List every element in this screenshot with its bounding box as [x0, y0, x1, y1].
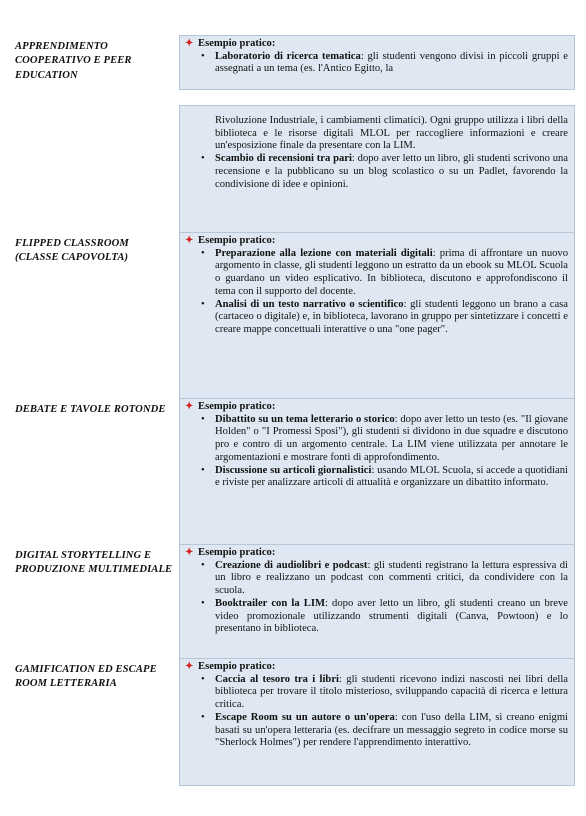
- item-title: Discussione su articoli giornalistici: [215, 464, 372, 476]
- method-title: FLIPPED CLASSROOM (CLASSE CAPOVOLTA): [15, 238, 129, 264]
- item-title: Booktrailer con la LIM: [215, 597, 325, 609]
- item-text: : con l'uso della LIM, si creano enigmi basati su un'opera letteraria (es. decifrare un messaggio segreto in codice morse su "Sherlock Holmes") per rendere l'apprendimento interattivo.: [215, 711, 569, 749]
- item-title: Laboratorio di ricerca tematica: [215, 50, 361, 62]
- item-title: Caccia al tesoro tra i libri: [215, 673, 339, 685]
- method-title-empty: [10, 106, 179, 233]
- example-list: [185, 560, 568, 636]
- table-row: [10, 36, 575, 90]
- table-row: [10, 106, 575, 233]
- bullet-icon: •: [201, 597, 205, 609]
- list-item: [185, 414, 568, 465]
- item-text: : prima di affrontare un nuovo argomento in classe, gli studenti leggono un estratto da un ebook su MLOL Scuola o guardano un video esplicativo. In biblioteca, discutono e approfondiscono il tema con il supporto del docente.: [215, 247, 569, 297]
- list-item: [185, 299, 568, 337]
- example-label: Esempio pratico:: [198, 661, 276, 672]
- list-item-continuation: Rivoluzione Industriale, i cambiamenti climatici). Ogni gruppo utilizza i libri della biblioteca e le risorse digitali MLOL per raccogliere informazioni e creare un'esposizione finale da presentare con la LIM.: [215, 115, 568, 152]
- pushpin-icon: ✦: [185, 38, 194, 50]
- method-examples: [179, 658, 575, 786]
- pushpin-icon: ✦: [185, 235, 194, 247]
- list-item: [185, 153, 568, 191]
- method-examples: [179, 232, 575, 399]
- bullet-icon: •: [201, 247, 205, 259]
- method-examples: [179, 35, 575, 90]
- table-row: [10, 399, 575, 545]
- list-item: [185, 598, 568, 636]
- method-title: DIGITAL STORYTELLING E PRODUZIONE MULTIMEDIALE: [15, 550, 173, 576]
- list-item: [185, 465, 568, 490]
- method-title: APPRENDIMENTO COOPERATIVO E PEER EDUCATION: [15, 41, 132, 81]
- item-title: Dibattito su un tema letterario o storico: [215, 413, 395, 425]
- bullet-icon: •: [201, 50, 205, 62]
- item-text: : gli studenti registrano la lettura espressiva di un libro e realizzano un podcast con commenti critici, da condividere con la scuola.: [215, 559, 568, 597]
- list-item: [185, 248, 568, 299]
- item-text: : dopo aver letto un testo (es. "Il giovane Holden" o "I Promessi Sposi"), gli studenti si dividono in due squadre e discutono pro e contro di un argomento centrale. La LIM viene utilizzata per annotare le argomentazioni e mostrare fonti di approfondimento.: [215, 413, 568, 463]
- example-heading: [185, 547, 568, 560]
- list-item: [185, 712, 568, 750]
- example-label: Esempio pratico:: [198, 38, 276, 49]
- example-list: [185, 414, 568, 490]
- item-text: : gli studenti vengono divisi in piccoli gruppi e assegnati a un tema (es. l'Antico Egitto, la: [215, 50, 568, 75]
- item-text: : dopo aver letto un libro, gli studenti creano un breve video promozionale utilizzando strumenti digitali (Canva, Powtoon) e lo presentano in biblioteca.: [215, 597, 568, 635]
- item-title: Preparazione alla lezione con materiali digitali: [215, 247, 433, 259]
- item-title: Escape Room su un autore o un'opera: [215, 711, 395, 723]
- pushpin-icon: ✦: [185, 547, 194, 559]
- bullet-icon: •: [201, 413, 205, 425]
- example-label: Esempio pratico:: [198, 235, 276, 246]
- item-title: Creazione di audiolibri e podcast: [215, 559, 368, 571]
- example-list: [185, 674, 568, 750]
- example-label: Esempio pratico:: [198, 547, 276, 558]
- method-examples: [179, 398, 575, 545]
- item-title: Analisi di un testo narrativo o scientifico: [215, 298, 404, 310]
- example-list: [185, 248, 568, 337]
- bullet-icon: •: [201, 673, 205, 685]
- example-heading: [185, 235, 568, 248]
- pushpin-icon: ✦: [185, 401, 194, 413]
- example-heading: [185, 661, 568, 674]
- pushpin-icon: ✦: [185, 661, 194, 673]
- list-item: [185, 51, 568, 76]
- example-heading: [185, 401, 568, 414]
- table-row: [10, 659, 575, 786]
- item-text: : dopo aver letto un libro, gli studenti scrivono una recensione e la pubblicano su un blog scolastico o su un Padlet, favorendo la condivisione di idee e opinioni.: [215, 153, 568, 190]
- item-text: : usando MLOL Scuola, si accede a quotidiani e riviste per analizzare articoli di attualità e organizzare un dibattito informato.: [215, 464, 568, 489]
- method-title: GAMIFICATION ED ESCAPE ROOM LETTERARIA: [15, 664, 157, 690]
- list-item: [185, 560, 568, 598]
- bullet-icon: •: [201, 559, 205, 571]
- method-examples: [179, 544, 575, 659]
- bullet-icon: •: [201, 711, 205, 723]
- example-label: Esempio pratico:: [198, 401, 276, 412]
- table-row: [10, 233, 575, 399]
- example-list: [185, 115, 568, 191]
- example-list: [185, 51, 568, 76]
- method-examples: [179, 105, 575, 233]
- item-text: : gli studenti ricevono indizi nascosti nei libri della biblioteca per trovare il titolo misterioso, sviluppando capacità di ricerca e lettura critica.: [215, 673, 568, 711]
- bullet-icon: •: [201, 153, 205, 165]
- methods-table-part-1: [10, 36, 575, 90]
- item-title: Scambio di recensioni tra pari: [215, 153, 352, 165]
- table-row: [10, 545, 575, 659]
- bullet-icon: •: [201, 464, 205, 476]
- item-text: : gli studenti leggono un brano a casa (cartaceo o digitale) e, in biblioteca, lavorano in gruppo per sintetizzare i concetti e creare mappe concettuali interattive o una "one pager".: [215, 298, 568, 335]
- bullet-icon: •: [201, 298, 205, 310]
- list-item: [185, 674, 568, 712]
- example-heading: [185, 38, 568, 51]
- methods-table-part-2: [10, 106, 575, 786]
- method-title: DEBATE E TAVOLE ROTONDE: [15, 404, 166, 415]
